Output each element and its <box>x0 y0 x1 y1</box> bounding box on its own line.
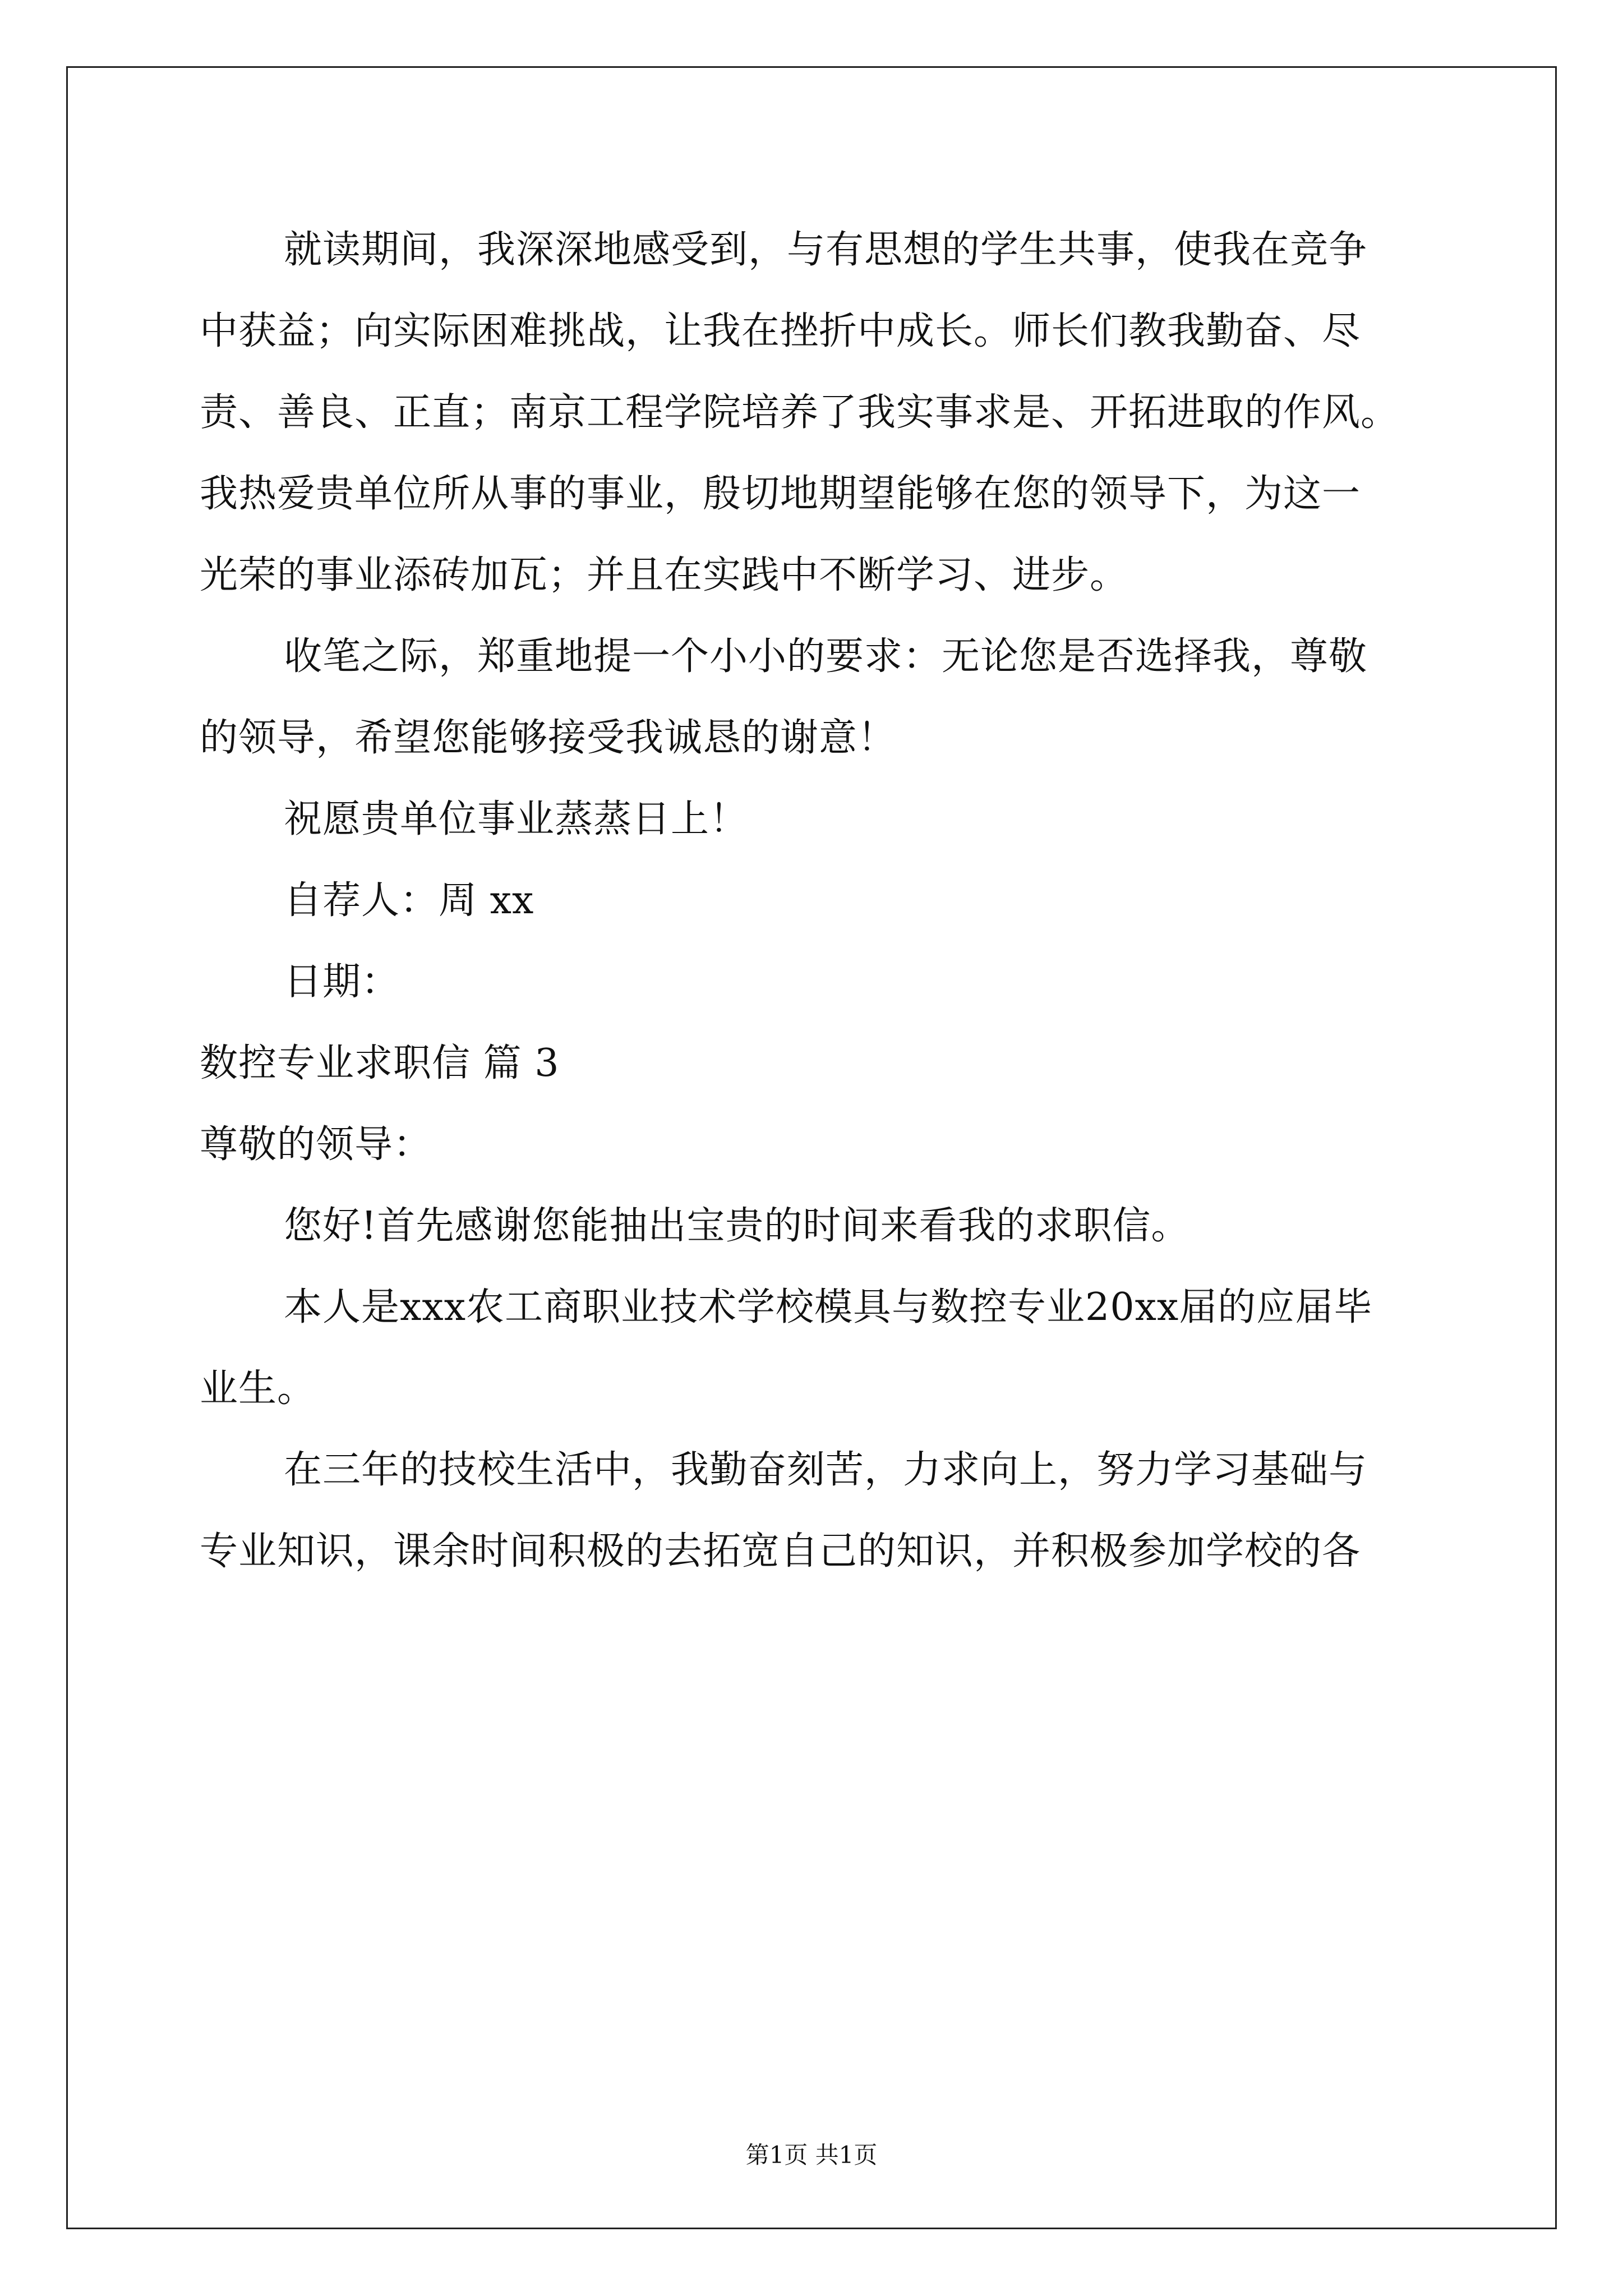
paragraph-line: 祝愿贵单位事业蒸蒸日上！ <box>284 797 749 841</box>
paragraph-line: 就读期间，我深深地感受到，与有思想的学生共事，使我在竞争 <box>284 228 1368 272</box>
paragraph-line: 在三年的技校生活中，我勤奋刻苦，力求向上，努力学习基础与 <box>284 1448 1368 1492</box>
paragraph-line: 专业知识，课余时间积极的去拓宽自己的知识，并积极参加学校的各 <box>200 1529 1361 1573</box>
salutation: 尊敬的领导： <box>200 1122 432 1167</box>
paragraph-line: 收笔之际，郑重地提一个小小的要求：无论您是否选择我，尊敬 <box>284 634 1368 679</box>
signature-line: 自荐人：周 xx <box>284 878 534 923</box>
paragraph-line: 光荣的事业添砖加瓦；并且在实践中不断学习、进步。 <box>200 553 1129 597</box>
paragraph-line: 业生。 <box>200 1366 316 1411</box>
paragraph-line: 责、善良、正直；南京工程学院培养了我实事求是、开拓进取的作风。 <box>200 390 1400 435</box>
section-heading: 数控专业求职信 篇 3 <box>200 1041 560 1085</box>
page-footer: 第1页 共1页 <box>745 2141 878 2169</box>
paragraph-line: 我热爱贵单位所从事的事业，殷切地期望能够在您的领导下，为这一 <box>200 472 1361 516</box>
paragraph-line: 的领导，希望您能够接受我诚恳的谢意！ <box>200 716 897 760</box>
paragraph-line: 您好!首先感谢您能抽出宝贵的时间来看我的求职信。 <box>284 1204 1190 1248</box>
date-line: 日期： <box>284 960 400 1004</box>
paragraph-line: 本人是xxx农工商职业技术学校模具与数控专业20xx届的应届毕 <box>284 1285 1373 1329</box>
paragraph-line: 中获益；向实际困难挑战，让我在挫折中成长。师长们教我勤奋、尽 <box>200 309 1361 353</box>
